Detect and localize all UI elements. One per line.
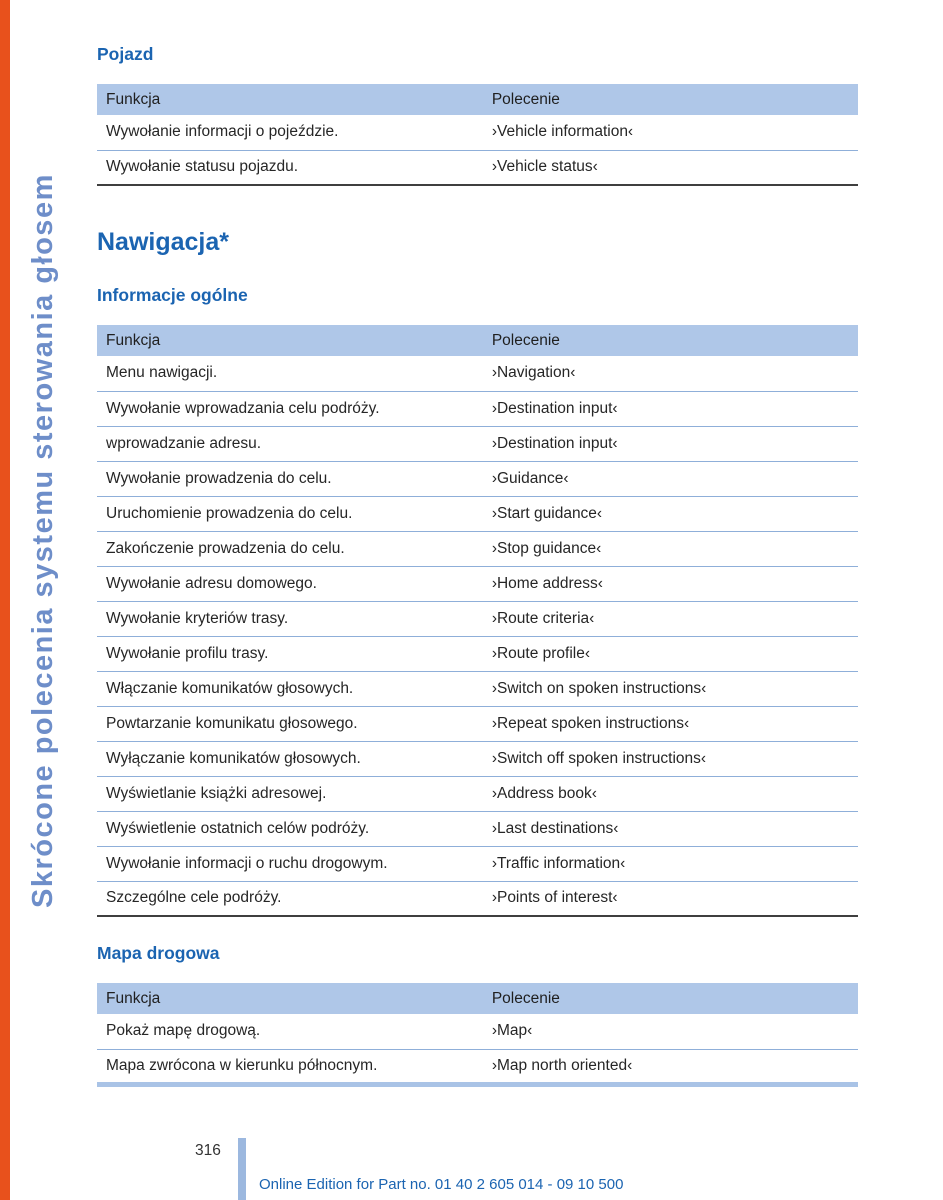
table-row xyxy=(97,150,858,185)
table-row xyxy=(97,636,858,671)
funkcja-cell: wprowadzanie adresu. xyxy=(97,426,483,461)
table-pojazd xyxy=(97,84,858,186)
heading-informacje-ogolne: Informacje ogólne xyxy=(97,285,248,305)
table-row xyxy=(97,566,858,601)
funkcja-cell: Wyświetlenie ostatnich celów podróży. xyxy=(97,811,483,846)
polecenie-cell: ›Map north oriented‹ xyxy=(483,1049,858,1084)
polecenie-cell: ›Last destinations‹ xyxy=(483,811,858,846)
table-row xyxy=(97,1014,858,1049)
table-row xyxy=(97,115,858,150)
footer-accent-bar xyxy=(238,1138,246,1200)
heading-nawigacja: Nawigacja* xyxy=(97,228,230,256)
chapter-sidebar-title: Skrócone polecenia systemu sterowania głosem xyxy=(27,173,59,908)
funkcja-cell: Wywołanie profilu trasy. xyxy=(97,636,483,671)
table-row xyxy=(97,391,858,426)
table-header-row xyxy=(97,84,858,115)
column-header-polecenie: Polecenie xyxy=(483,983,858,1014)
funkcja-cell: Menu nawigacji. xyxy=(97,356,483,391)
polecenie-cell: ›Route criteria‹ xyxy=(483,601,858,636)
funkcja-cell: Włączanie komunikatów głosowych. xyxy=(97,671,483,706)
footer-edition-note: Online Edition for Part no. 01 40 2 605 014 - 09 10 500 xyxy=(259,1176,624,1193)
funkcja-cell: Wywołanie prowadzenia do celu. xyxy=(97,461,483,496)
column-header-polecenie: Polecenie xyxy=(483,325,858,356)
table-row xyxy=(97,426,858,461)
polecenie-cell: ›Map‹ xyxy=(483,1014,858,1049)
funkcja-cell: Powtarzanie komunikatu głosowego. xyxy=(97,706,483,741)
table-header-row xyxy=(97,983,858,1014)
funkcja-cell: Pokaż mapę drogową. xyxy=(97,1014,483,1049)
polecenie-cell: ›Vehicle information‹ xyxy=(483,115,858,150)
polecenie-cell: ›Switch off spoken instructions‹ xyxy=(483,741,858,776)
page-number: 316 xyxy=(195,1142,221,1159)
column-header-funkcja: Funkcja xyxy=(97,983,483,1014)
funkcja-cell: Wywołanie informacji o pojeździe. xyxy=(97,115,483,150)
column-header-funkcja: Funkcja xyxy=(97,84,483,115)
column-header-polecenie: Polecenie xyxy=(483,84,858,115)
funkcja-cell: Wywołanie kryteriów trasy. xyxy=(97,601,483,636)
heading-mapa-drogowa: Mapa drogowa xyxy=(97,943,220,963)
polecenie-cell: ›Repeat spoken instructions‹ xyxy=(483,706,858,741)
table-mapa-drogowa xyxy=(97,983,858,1087)
polecenie-cell: ›Traffic information‹ xyxy=(483,846,858,881)
column-header-funkcja: Funkcja xyxy=(97,325,483,356)
polecenie-cell: ›Points of interest‹ xyxy=(483,881,858,916)
funkcja-cell: Zakończenie prowadzenia do celu. xyxy=(97,531,483,566)
polecenie-cell: ›Destination input‹ xyxy=(483,426,858,461)
polecenie-cell: ›Destination input‹ xyxy=(483,391,858,426)
table-row xyxy=(97,601,858,636)
polecenie-cell: ›Navigation‹ xyxy=(483,356,858,391)
funkcja-cell: Uruchomienie prowadzenia do celu. xyxy=(97,496,483,531)
funkcja-cell: Wyświetlanie książki adresowej. xyxy=(97,776,483,811)
polecenie-cell: ›Address book‹ xyxy=(483,776,858,811)
funkcja-cell: Wyłączanie komunikatów głosowych. xyxy=(97,741,483,776)
polecenie-cell: ›Start guidance‹ xyxy=(483,496,858,531)
table-row xyxy=(97,811,858,846)
funkcja-cell: Mapa zwrócona w kierunku północnym. xyxy=(97,1049,483,1084)
funkcja-cell: Szczególne cele podróży. xyxy=(97,881,483,916)
table-row xyxy=(97,846,858,881)
funkcja-cell: Wywołanie wprowadzania celu podróży. xyxy=(97,391,483,426)
polecenie-cell: ›Vehicle status‹ xyxy=(483,150,858,185)
table-header-row xyxy=(97,325,858,356)
heading-pojazd: Pojazd xyxy=(97,44,154,64)
table-row xyxy=(97,776,858,811)
polecenie-cell: ›Guidance‹ xyxy=(483,461,858,496)
funkcja-cell: Wywołanie statusu pojazdu. xyxy=(97,150,483,185)
table-row xyxy=(97,531,858,566)
table-informacje-ogolne xyxy=(97,325,858,917)
table-row xyxy=(97,461,858,496)
polecenie-cell: ›Stop guidance‹ xyxy=(483,531,858,566)
funkcja-cell: Wywołanie informacji o ruchu drogowym. xyxy=(97,846,483,881)
table-row xyxy=(97,671,858,706)
table-row xyxy=(97,496,858,531)
table-row xyxy=(97,356,858,391)
page-content xyxy=(97,0,858,1087)
funkcja-cell: Wywołanie adresu domowego. xyxy=(97,566,483,601)
polecenie-cell: ›Switch on spoken instructions‹ xyxy=(483,671,858,706)
table-row xyxy=(97,881,858,916)
table-row xyxy=(97,706,858,741)
page-edge-accent-bar xyxy=(0,0,10,1200)
polecenie-cell: ›Home address‹ xyxy=(483,566,858,601)
polecenie-cell: ›Route profile‹ xyxy=(483,636,858,671)
table-row xyxy=(97,741,858,776)
table-row xyxy=(97,1049,858,1084)
